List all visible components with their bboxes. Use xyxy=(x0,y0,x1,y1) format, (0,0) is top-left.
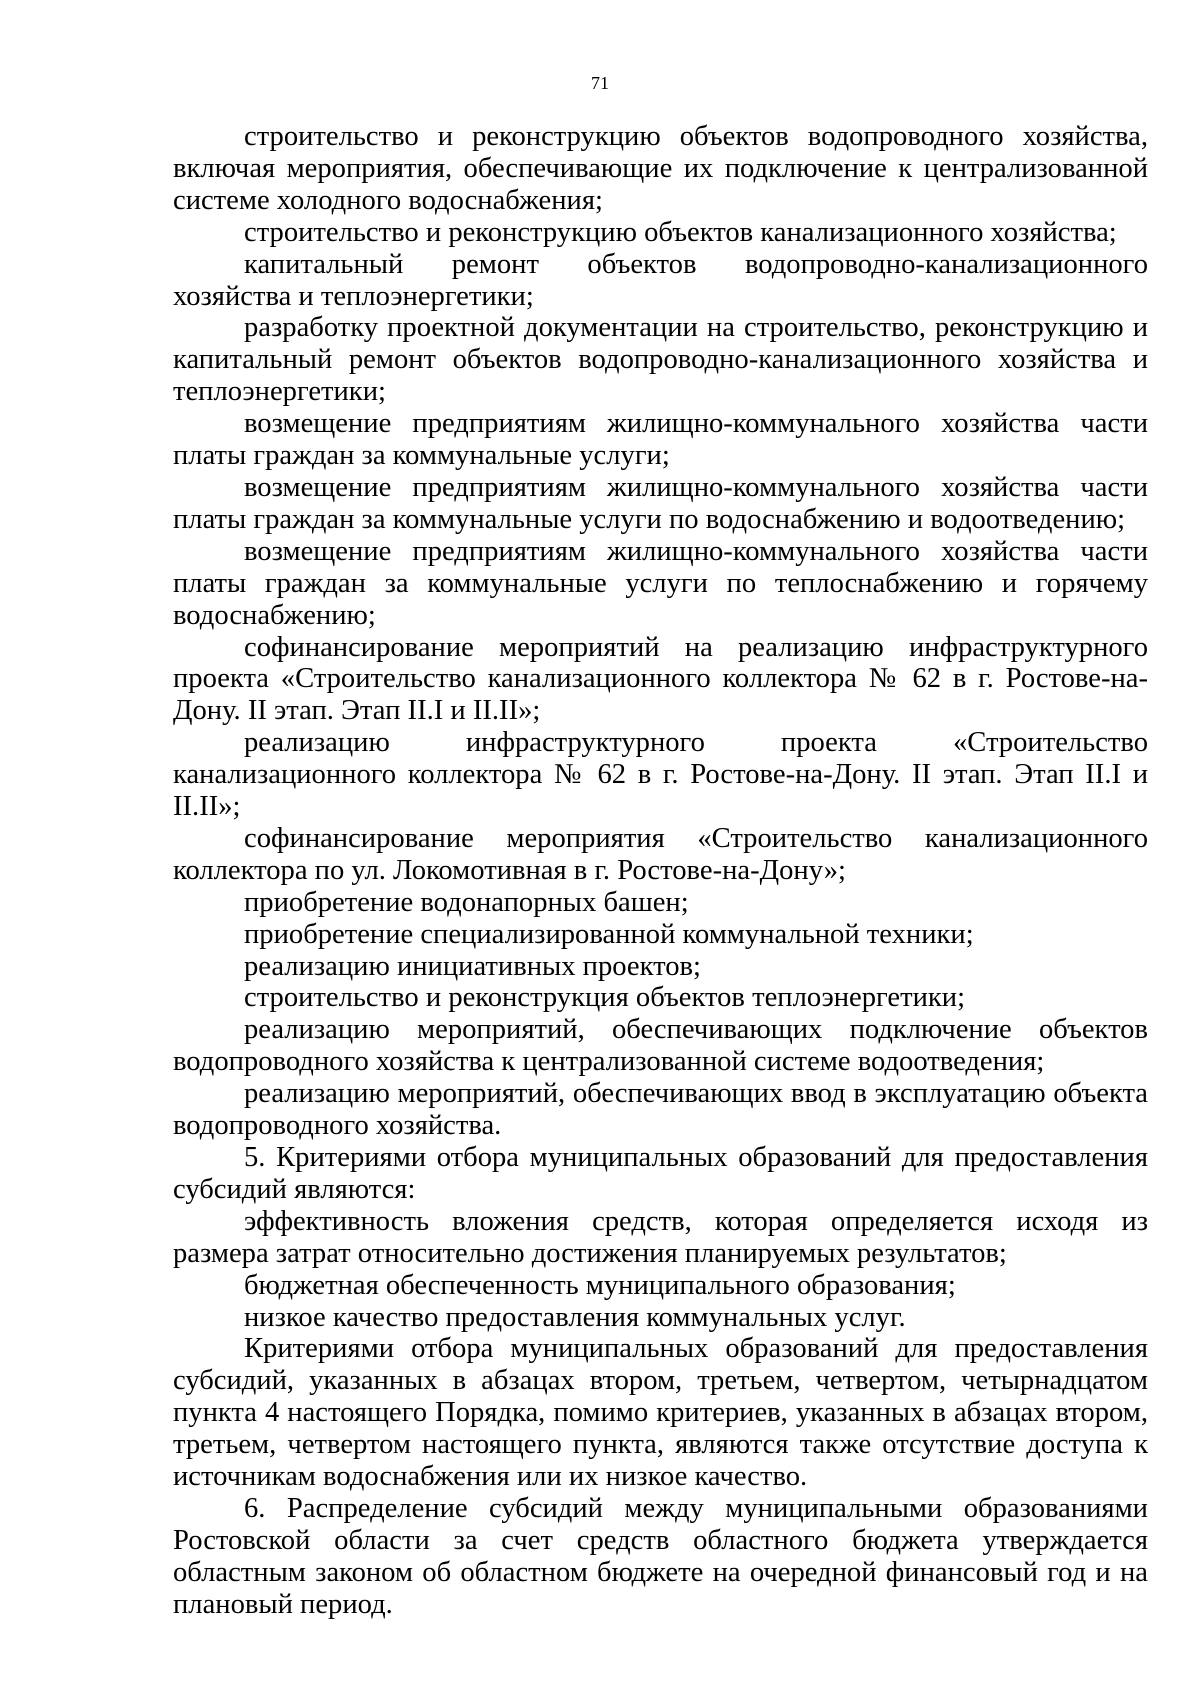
paragraph: софинансирование мероприятия «Строительство канализационного коллектора по ул. Локомотивная в г. Ростове-на-Дону»; xyxy=(173,822,1148,886)
paragraph: эффективность вложения средств, которая определяется исходя из размера затрат относительно достижения планируемых результатов; xyxy=(173,1205,1148,1269)
paragraph: реализацию мероприятий, обеспечивающих ввод в эксплуатацию объекта водопроводного хозяйства. xyxy=(173,1078,1148,1142)
page-number: 71 xyxy=(591,73,609,93)
paragraph: возмещение предприятиям жилищно-коммунального хозяйства части платы граждан за коммунальные услуги; xyxy=(173,408,1148,472)
paragraph: Критериями отбора муниципальных образований для предоставления субсидий, указанных в абзацах втором, третьем, четвертом, четырнадцатом пункта 4 настоящего Порядка, помимо критериев, указанных в абзацах втором, третьем, четвертом настоящего пункта, являются также отсутствие доступа к источникам водоснабжения или их низкое качество. xyxy=(173,1333,1148,1493)
paragraph: строительство и реконструкция объектов теплоэнергетики; xyxy=(244,982,966,1014)
paragraph: приобретение водонапорных башен; xyxy=(244,886,689,918)
paragraph: возмещение предприятиям жилищно-коммунального хозяйства части платы граждан за коммунальные услуги по водоснабжению и водоотведению; xyxy=(173,471,1148,535)
paragraph: реализацию инфраструктурного проекта «Строительство канализационного коллектора № 62 в г. Ростове-на-Дону. II этап. Этап II.I и II.II»; xyxy=(173,727,1148,823)
paragraph: реализацию инициативных проектов; xyxy=(244,950,701,982)
paragraph: 6. Распределение субсидий между муниципальными образованиями Ростовской области за счет средств областного бюджета утверждается областным законом об областном бюджете на очередной финансовый год и на плановый период. xyxy=(173,1492,1148,1620)
paragraph: приобретение специализированной коммунальной техники; xyxy=(244,918,974,950)
paragraph: разработку проектной документации на строительство, реконструкцию и капитальный ремонт объектов водопроводно-канализационного хозяйства и теплоэнергетики; xyxy=(173,312,1148,408)
paragraph: бюджетная обеспеченность муниципального образования; xyxy=(244,1269,956,1301)
paragraph: софинансирование мероприятий на реализацию инфраструктурного проекта «Строительство канализационного коллектора № 62 в г. Ростове-на-Дону. II этап. Этап II.I и II.II»; xyxy=(173,631,1148,727)
paragraph: низкое качество предоставления коммунальных услуг. xyxy=(244,1301,906,1333)
paragraph: 5. Критериями отбора муниципальных образований для предоставления субсидий являются: xyxy=(173,1142,1148,1205)
paragraph: возмещение предприятиям жилищно-коммунального хозяйства части платы граждан за коммунальные услуги по теплоснабжению и горячему водоснабжению; xyxy=(173,535,1148,631)
paragraph: реализацию мероприятий, обеспечивающих подключение объектов водопроводного хозяйства к централизованной системе водоотведения; xyxy=(173,1014,1148,1078)
paragraph: строительство и реконструкцию объектов водопроводного хозяйства, включая мероприятия, обеспечивающие их подключение к централизованной системе холодного водоснабжения; xyxy=(173,121,1148,216)
paragraph: капитальный ремонт объектов водопроводно-канализационного хозяйства и теплоэнергетики; xyxy=(173,248,1148,312)
document-body xyxy=(173,121,1148,1621)
paragraph: строительство и реконструкцию объектов канализационного хозяйства; xyxy=(244,216,1117,248)
